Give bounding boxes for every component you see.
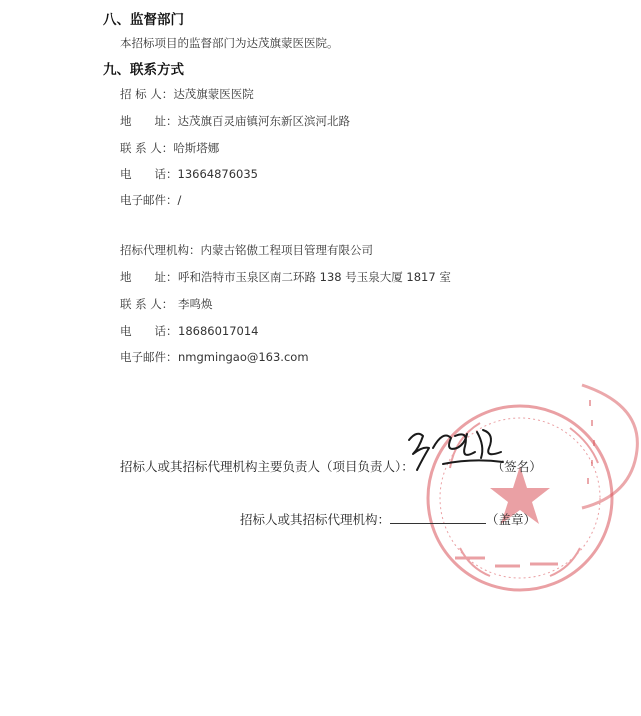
sign-suffix: （签名） (491, 459, 542, 474)
responsible-signature-line (120, 457, 542, 475)
agency-name-row (120, 242, 373, 258)
tenderer-email-value: / (177, 193, 182, 207)
agency-phone-label: 电 话： (120, 324, 178, 338)
tenderer-contact-label: 联 系 人： (120, 141, 174, 155)
tenderer-address-row (120, 113, 350, 129)
seal-suffix: （盖章） (486, 512, 537, 527)
tenderer-contact-row (120, 140, 219, 156)
agency-address-row (120, 269, 451, 285)
agency-contact-row (120, 296, 213, 312)
tenderer-email-label: 电子邮件： (120, 193, 178, 207)
agency-email-label: 电子邮件： (120, 350, 178, 364)
agency-contact-value: 李鸣焕 (178, 297, 213, 311)
agency-address-value: 呼和浩特市玉泉区南二环路 138 号玉泉大厦 1817 室 (178, 270, 451, 284)
responsible-text: 招标人或其招标代理机构主要负责人（项目负责人）： (120, 459, 414, 474)
tenderer-contact-value: 哈斯塔娜 (173, 141, 220, 155)
tenderer-phone-row (120, 166, 258, 182)
agency-name-label: 招标代理机构： (120, 243, 201, 257)
section8-text: 本招标项目的监督部门为达茂旗蒙医医院。 (120, 36, 339, 50)
agency-email-row (120, 349, 309, 365)
agency-contact-label: 联 系 人： (120, 297, 174, 311)
agency-address-label: 地 址： (120, 270, 178, 284)
tenderer-name-label: 招 标 人： (120, 87, 174, 101)
tenderer-address-value: 达茂旗百灵庙镇河东新区滨河北路 (177, 114, 350, 128)
agency-email-value: nmgmingao@163.com (178, 350, 309, 364)
tenderer-name-value: 达茂旗蒙医医院 (173, 87, 254, 101)
agency-name-value: 内蒙古铭傲工程项目管理有限公司 (200, 243, 373, 257)
tenderer-address-label: 地 址： (120, 114, 178, 128)
section8-heading: 八、监督部门 (103, 12, 184, 28)
tenderer-name-row (120, 86, 254, 102)
seal-text: 招标人或其招标代理机构： (240, 512, 391, 527)
agency-phone-value: 18686017014 (178, 324, 259, 338)
tenderer-email-row (120, 192, 181, 208)
agency-phone-row (120, 323, 258, 339)
seal-blank-underline (390, 511, 486, 524)
tenderer-phone-value: 13664876035 (177, 167, 258, 181)
section9-heading: 九、联系方式 (103, 62, 184, 78)
secondary-seal-icon (562, 380, 641, 510)
seal-line (240, 510, 536, 528)
tenderer-phone-label: 电 话： (120, 167, 178, 181)
